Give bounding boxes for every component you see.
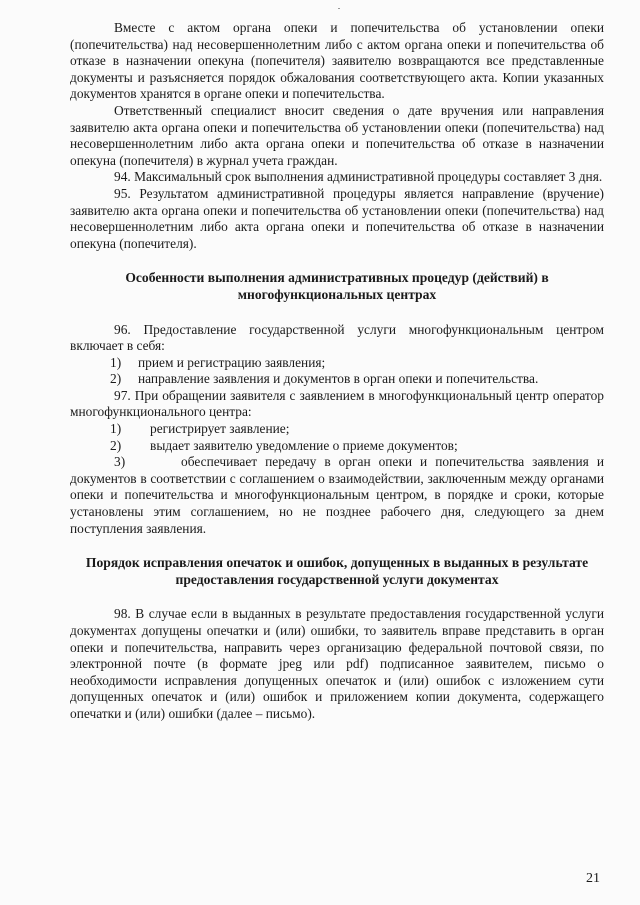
list-item-number: 2) — [110, 437, 122, 453]
list-item-text: направление заявления и документов в орган опеки и попечительства. — [138, 371, 539, 387]
paragraph-95: 95. Результатом административной процедуры является направление (вручение) заявителю акта органа опеки и попечительства об установлении опеки (попечительства) над несовершеннолетним либо акта органа опеки и попечительства об отказе в назначении опекуна (попечителя). — [70, 185, 604, 251]
list-item — [70, 421, 604, 438]
list-item — [70, 438, 604, 455]
list-item-text: выдает заявителю уведомление о приеме документов; — [150, 437, 458, 453]
list-item-number: 2) — [110, 371, 122, 387]
paragraph-94: 94. Максимальный срок выполнения административной процедуры составляет 3 дня. — [114, 169, 603, 185]
paragraph-97-item-3: 3) обеспечивает передачу в орган опеки и попечительства заявления и документов в соответствии с соглашением о взаимодействии, заключенным между органами опеки и попечительства и многофункциональным центром, в порядке и сроки, которые установлены этим соглашением, но не позднее рабочего дня, следующего за днем поступления заявления. — [70, 454, 604, 536]
paragraph-journal-record: Ответственный специалист вносит сведения о дате вручения или направления заявителю акта органа опеки и попечительства об установлении опеки (попечительства) над несовершеннолетним либо акта органа опеки и попечительства об отказе в назначении опекуна (попечителя) в журнал учета граждан. — [70, 102, 604, 168]
list-item-text: прием и регистрацию заявления; — [138, 354, 326, 370]
paragraph-97: 97. При обращении заявителя с заявлением в многофункциональный центр оператор многофункционального центра: — [70, 387, 604, 420]
page-number: 21 — [586, 871, 600, 886]
list-item — [70, 371, 604, 388]
paragraph-98: 98. В случае если в выданных в результате предоставления государственной услуги документах допущены опечатки и (или) ошибки, то заявитель вправе представить в орган опеки и попечительства, направить через организацию федеральной почтовой связи, по электронной почте (в формате jpeg или pdf) подписанное заявителем, письмо о необходимости исправления допущенных опечаток и (или) ошибок с изложением сути допущенных опечаток и (или) ошибок и приложением копии документа, содержащего опечатки и (или) ошибки (далее – письмо). — [70, 606, 604, 721]
section-heading-mfc: Особенности выполнения административных процедур (действий) в многофункциональных центрах — [125, 270, 549, 302]
list-item-text: регистрирует заявление; — [150, 421, 290, 437]
section-heading-corrections: Порядок исправления опечаток и ошибок, допущенных в выданных в результате предоставления государственной услуги документах — [85, 555, 589, 587]
scan-speck — [338, 8, 340, 9]
paragraph-return-documents: Вместе с актом органа опеки и попечительства об установлении опеки (попечительства) над несовершеннолетним либо с актом органа опеки и попечительства об отказе в назначении опекуна (попечителя) заявителю возвращаются все представленные документы и разъясняется порядок обжалования соответствующего акта. Копии указанных документов хранятся в органе опеки и попечительства. — [70, 20, 604, 102]
list-item — [70, 355, 604, 372]
document-body — [70, 20, 604, 723]
list-item-number: 1) — [110, 354, 122, 370]
list-item-number: 1) — [110, 421, 122, 437]
paragraph-96: 96. Предоставление государственной услуги многофункциональным центром включает в себя: — [70, 321, 604, 354]
